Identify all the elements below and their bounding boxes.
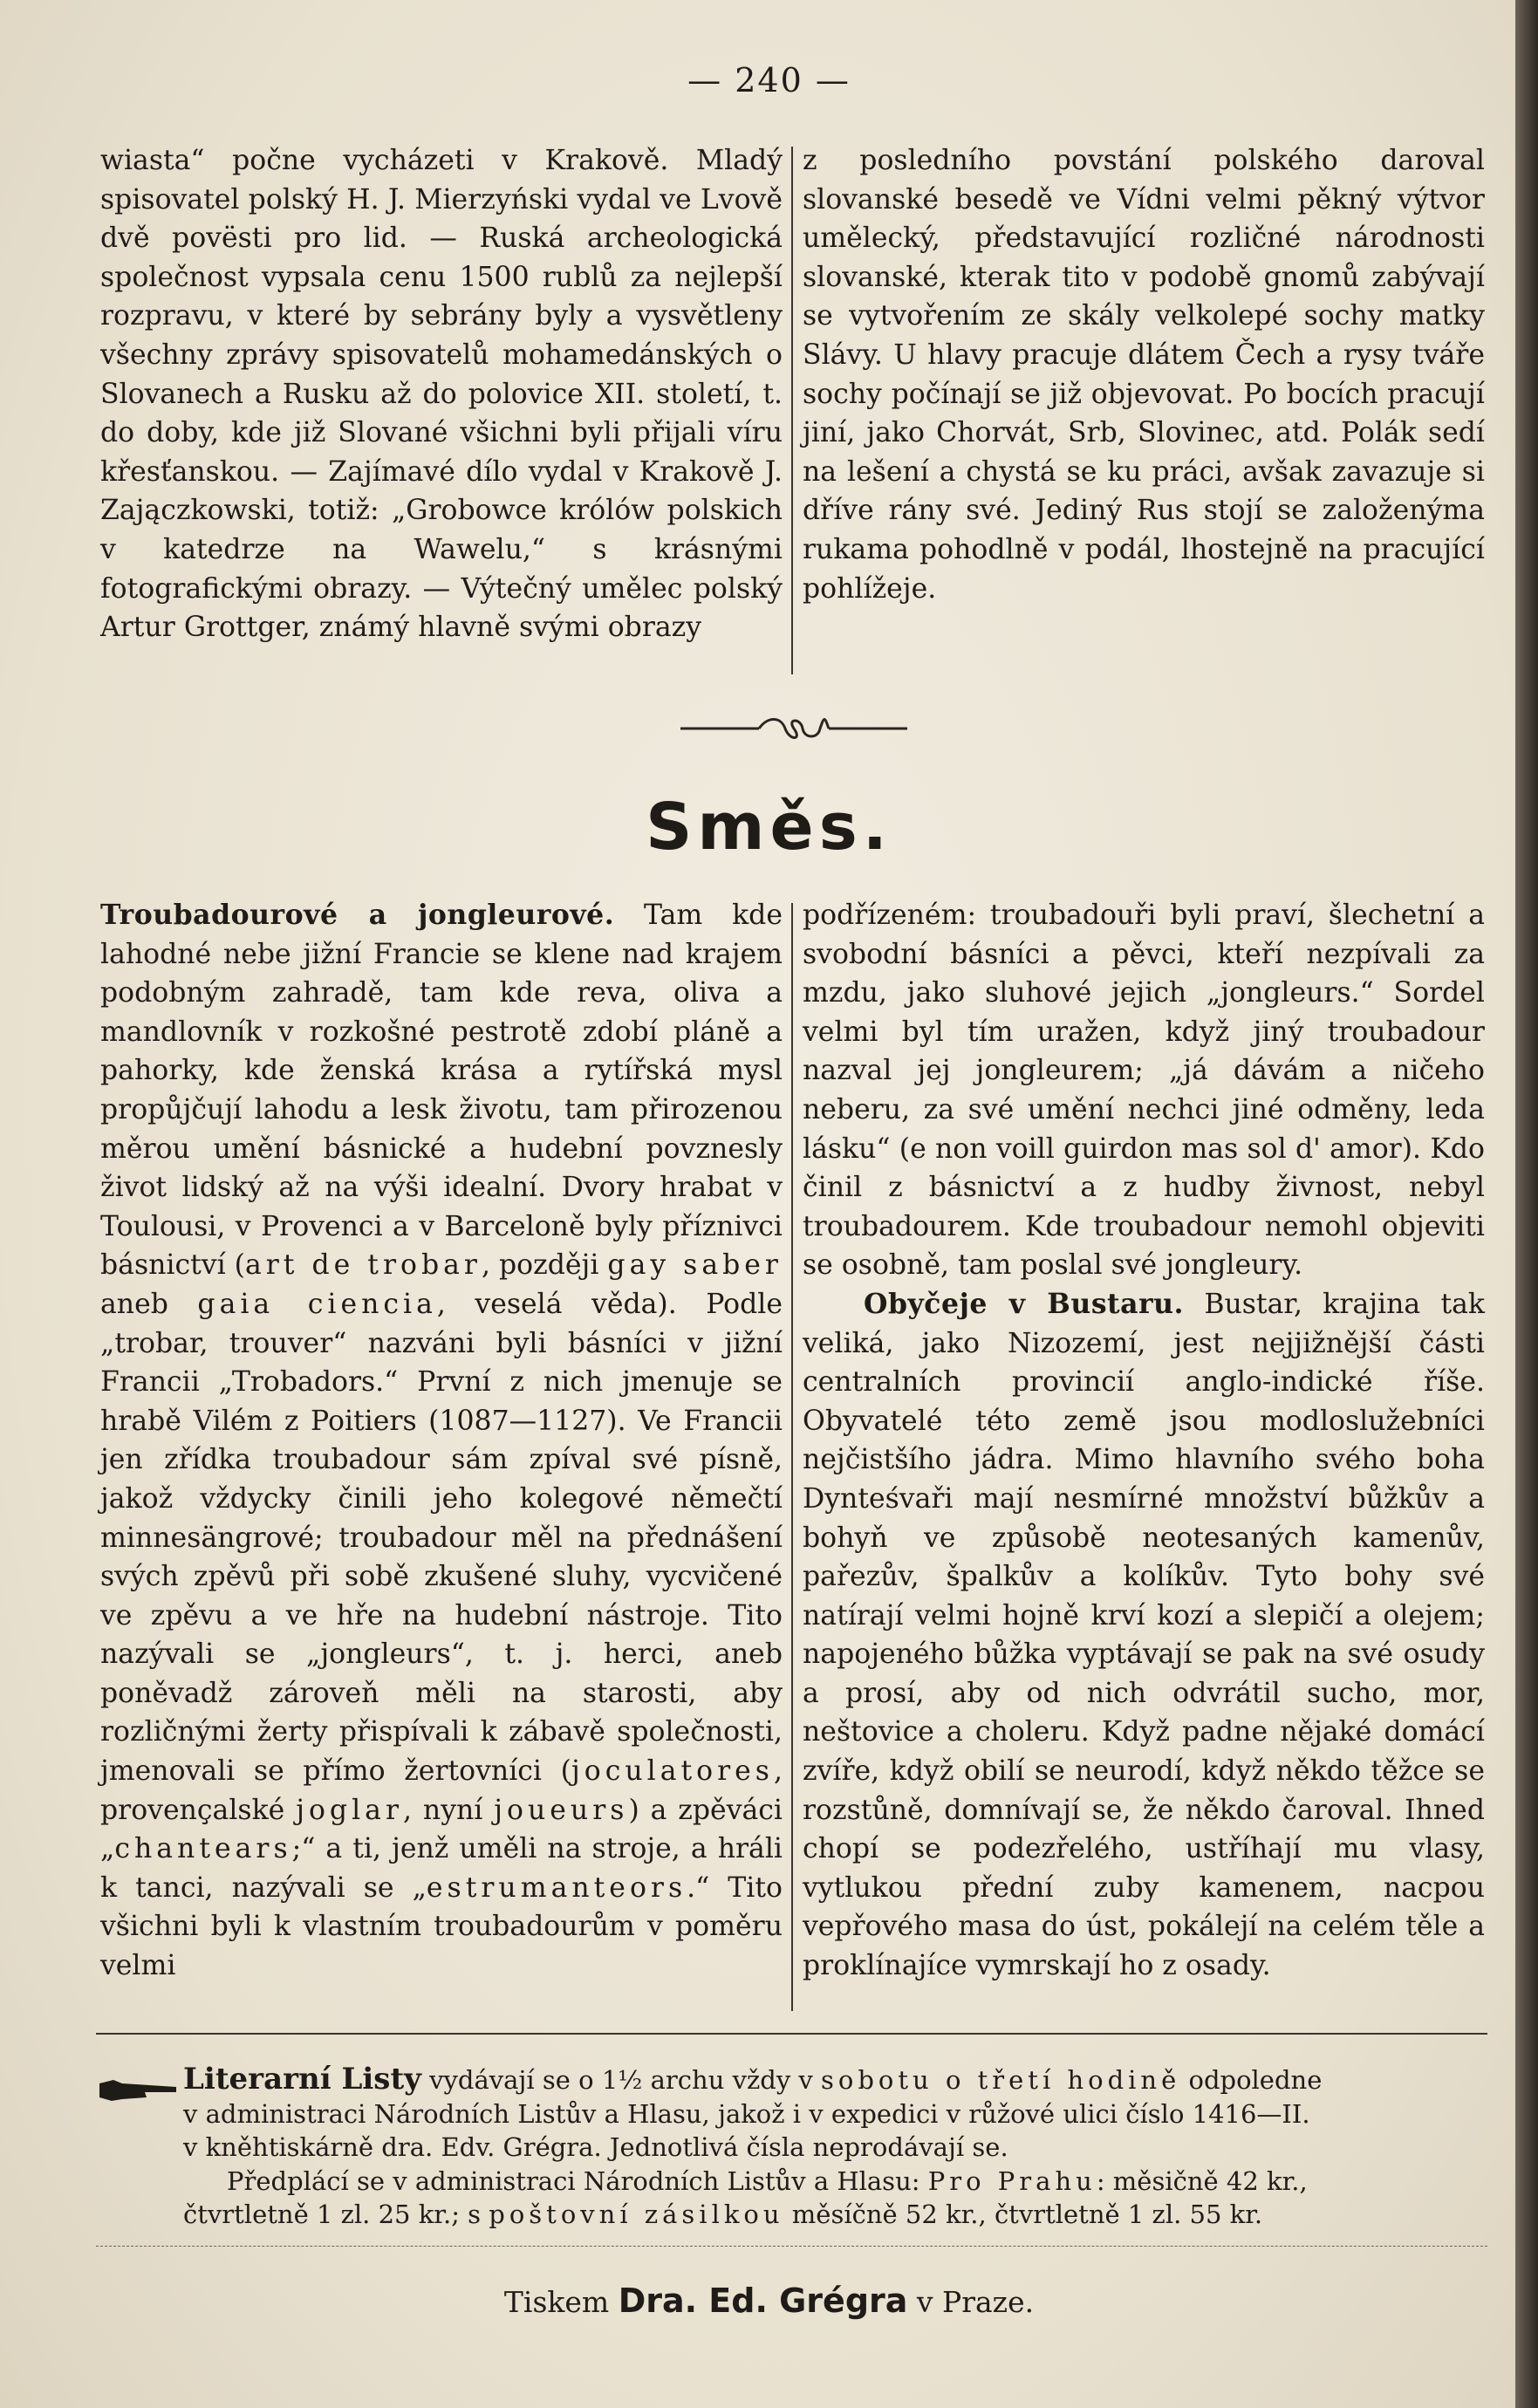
text-top-left: wiasta“ počne vycházeti v Krakově. Mladý spisovatel polský H. J. Mierzyński vydal ve Lvově dvě povësti pro lid. — Ruská archeologická společnost vypsala cenu 1500 rublů za nejlepší rozpravu, v které by sebrány byly a vysvětleny všechny zprávy spisovatelů mohamedánských o Slovanech a Rusku až do polovice XII. století, t. do doby, kde již Slované všichni byli přijali víru křesťanskou. — Zajímavé dílo vydal v Krakově J. Zajączkowski, totiž: „Grobowce królów polskich v katedrze na Wawelu,“ s krásnými fotografickými obrazy. — Výtečný umělec polský Artur Grottger, známý hlavně svými obrazy — [100, 145, 783, 644]
article-heading: Troubadourové a jongleurové. — [100, 899, 615, 931]
footer-line: čtvrtletně 1 zl. 25 kr.; s poštovní zásilkou měsíčně 52 kr., čtvrtletně 1 zl. 55 kr. — [183, 2199, 1263, 2229]
column-divider-top — [791, 147, 793, 674]
column-bottom-right — [803, 896, 1485, 1986]
article-troubadours-continued: podřízeném: troubadouři byli praví, šlechetní a svobodní básníci a pěvci, kteří nezpívali za mzdu, jako sluhové jejich „jongleurs.“ Sordel velmi byl tím uražen, když jiný troubadour nazval jej jongleurem; „já dávám a ničeho neberu, za své umění nechci jiné odměny, leda lásku“ (e non voill guirdon mas sol d' amor). Kdo činil z básnictví a z hudby živnost, nebyl troubadourem. Kde troubadour nemohl objeviti se osobně, tam poslal své jongleury. — [803, 900, 1485, 1282]
column-top-right — [803, 141, 1485, 608]
article-heading: Obyčeje v Bustaru. — [864, 1287, 1184, 1320]
column-divider-bottom — [791, 903, 793, 2011]
section-title: Směs. — [646, 790, 892, 865]
footer-line: v administraci Národních Listův a Hlasu, jakož i v expedici v růžové ulici číslo 1416—II. — [183, 2098, 1310, 2129]
footer-dashed-rule — [96, 2246, 1487, 2247]
article-text: ;“ a ti, jenž uměli na stroje, a hráli k tanci, nazývali se „ — [100, 1833, 783, 1904]
footer-notice — [183, 2063, 1483, 2232]
latin-term: gay saber — [607, 1249, 783, 1282]
page-edge-shadow — [1515, 0, 1538, 2408]
footer-line: v kněhtiskárně dra. Edv. Grégra. Jednotlivá čísla neprodávají se. — [183, 2132, 1008, 2162]
page-number: — 240 — — [687, 61, 851, 99]
footer-line: Předplácí se v administraci Národních Listův a Hlasu: Pro Prahu: měsičně 42 kr., — [227, 2165, 1308, 2196]
footer-line: Literarní Listy vydávají se o 1½ archu vždy v sobotu o třetí hodině odpoledne — [183, 2062, 1323, 2097]
latin-term: joueurs — [494, 1794, 629, 1826]
article-text: .“ Tito všichni byli k vlastním troubadourům v poměru velmi — [100, 1871, 783, 1982]
printer-name: Dra. Ed. Grégra — [618, 2281, 908, 2320]
article-text: Tam kde lahodné nebe jižní Francie se klene nad krajem podobným zahradě, tam kde reva, oliva a mandlovník v rozkošné pestrotě zdobí pláně a pahorky, kde ženská krása a rytířská mysl propůjčují lahodu a lesk životu, tam přirozenou měrou umění básnické a hudební povznesly život lidský až na výši idealní. Dvory hrabat v Toulousi, v Provenci a v Barceloně byly příznivci básnictví ( — [100, 900, 783, 1282]
latin-term: art de trobar — [244, 1249, 482, 1282]
printer-imprint: Tiskem Dra. Ed. Grégra v Praze. — [503, 2281, 1035, 2320]
latin-term: estrumanteors — [426, 1871, 687, 1904]
article-text: aneb — [100, 1288, 198, 1320]
article-text: , provençalské — [100, 1755, 783, 1826]
pointing-hand-icon — [96, 2075, 180, 2104]
column-top-left — [100, 141, 783, 647]
ornament-divider — [680, 711, 907, 746]
publication-name: Literarní Listy — [183, 2062, 421, 2097]
article-text: Bustar, krajina tak veliká, jako Nizozemí, jest nejjižnější části centralních provincií anglo-indické říše. Obyvatelé této země jsou modloslužebníci nejčistšího jádra. Mimo hlavního svého boha Dynteśvaři mají nesmírné množství bůžkův a bohyň ve způsobě neotesaných kamenův, pařezův, špalkův a kolíkův. Tyto bohy své natírají velmi hojně krví kozí a slepičí a olejem; napojeného bůžka vyptávají se pak na své osudy a prosí, aby od nich odvrátil sucho, mor, neštovice a choleru. Když padne nějaké domácí zvíře, když obilí se neurodí, když někdo těžce se rozstůně, domnívají se, že někdo čaroval. Ihned chopí se podezřelého, ustříhají mu vlasy, vytlukou přední zuby kamenem, nacpou vepřového masa do úst, pokálejí na celém těle a proklínajíce vymrskají ho z osady. — [803, 1288, 1485, 1982]
text-top-right: z posledního povstání polského daroval slovanské besedě ve Vídni velmi pěkný výtvor umělecký, představující rozličné národnosti slovanské, kterak tito v podobě gnomů zabývají se vytvořením ze skály velkolepé sochy matky Slávy. U hlavy pracuje dlátem Čech a rysy tváře sochy počínají se již objevovat. Po bocích pracují jiní, jako Chorvát, Srb, Slovinec, atd. Polák sedí na lešení a chystá se ku práci, avšak zavazuje si dříve rány své. Jediný Rus stojí se založenýma rukama pohodlně v podál, lhostejně na pracující pohlížeje. — [803, 145, 1485, 605]
column-bottom-left — [100, 896, 783, 1986]
article-text: , veselá věda). Podle „trobar, trouver“ nazváni byli básníci v jižní Francii „Trobadors.“ První z nich jmenuje se hrabě Vilém z Poitiers (1087—1127). Ve Francii jen zřídka troubadour sám zpíval své písně, jakož vždycky činili jeho kolegové němečtí minnesängrové; troubadour měl na přednášení svých zpěvů při sobě zkušené sluhy, vycvičené ve zpěvu a ve hře na hudební nástroje. Tito nazývali se „jongleurs“, t. j. herci, aneb poněvadž zároveň měli na starosti, aby rozličnými žerty přispívali k zábavě společnosti, jmenovali se přímo žertovníci ( — [100, 1288, 783, 1788]
article-text: , nyní — [403, 1794, 495, 1826]
article-troubadours — [100, 896, 783, 1986]
latin-term: gaia ciencia — [197, 1288, 437, 1320]
latin-term: joculatores — [571, 1755, 774, 1788]
latin-term: joglar — [296, 1794, 404, 1826]
article-text: , později — [481, 1249, 608, 1282]
latin-term: chantears — [114, 1833, 292, 1865]
article-bustar — [803, 1285, 1485, 1986]
article-text: ) a zpěváci „ — [100, 1794, 783, 1865]
footer-rule — [96, 2033, 1487, 2035]
